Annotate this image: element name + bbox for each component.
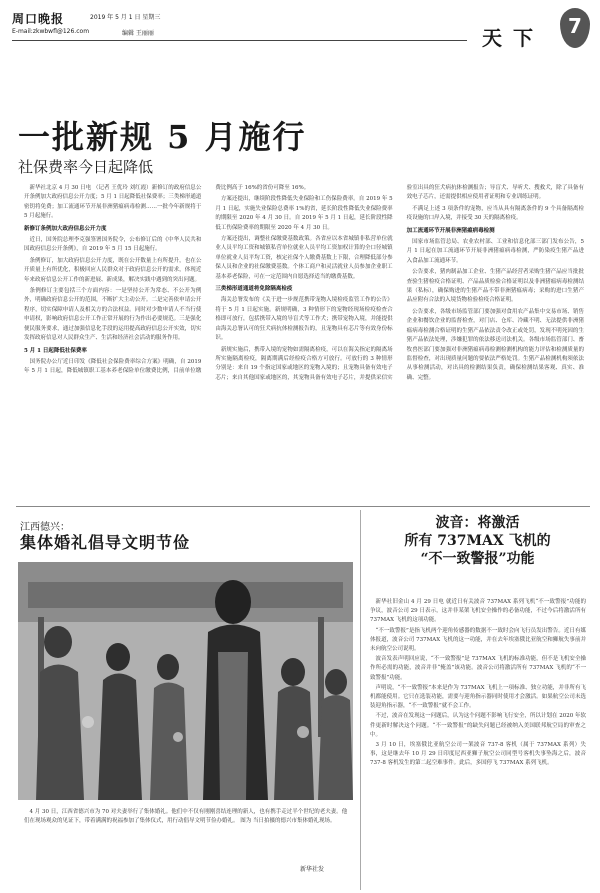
wedding-photo <box>18 562 353 800</box>
paragraph: 条例修订，加大政府信息公开力度，既在公开数量上有所提升，也在公开质量上有所优化，积极回应人民群众对于政府信息公开的需求，体现近年来政府信息公开工作的新进展、新成果，解决实践中遇到的突出问题。 <box>24 257 202 283</box>
paragraph: 波音发表声明回应说，“不一致警报”是 737MAX 飞机的标准功能，但不是飞机安全操作所必需的功能，波音并非“掩盖”该功能。波音公司将激活所有 737MAX 飞机的“不一致警报”功能。 <box>370 656 586 681</box>
paragraph: 公告要求，猪肉制品加工企业、生猪产品经营者采购生猪产品应当批批查验生猪检疫合格证明、产品品质检验合格证明以及非洲猪瘟病毒检测结果（私标），确保购进的生猪产品不带非洲猪瘟病毒；采购的进口生猪产品应附有合法的入境货物检验检疫合格证明。 <box>406 269 584 304</box>
headline: 一批新规 5 月施行 <box>18 118 307 156</box>
wedding-photo-illustration <box>18 562 353 800</box>
section-title: 天 下 <box>482 26 535 50</box>
right-title-line-3: “不一致警报”功能 <box>420 551 535 567</box>
paragraph: 不过，波音在发现这一问题后，认为这个问题不影响飞行安全，所以计划在 2020 年软件更新时解决这个问题。“不一致警报”的缺失问题已经被纳入美国联邦航空局的审查之中。 <box>370 713 586 738</box>
masthead-rule <box>12 40 467 41</box>
paragraph: 新规实施后，携带入境的宠物如需隔离检疫，可以在海关指定的隔离场所实施隔离检疫，隔离期满后经检疫合格方可放行。可放行的 3 种情形分别是：来自 19 个指定国家或地区的宠物入境的；且宠物具备有效电子芯片；来自其他国家或地区的，其宠物具备有效电子芯片，并提供采信实验室出具的狂犬病抗体检测报告；导盲犬、导听犬、搜救犬，除了具备有效电子芯片，还需提供相应使用者证明和专业训练证明。 <box>215 185 584 381</box>
subheadline: 社保费率今日起降低 <box>18 158 154 176</box>
paragraph: 方案还提出，继续阶段性降低失业保险和工伤保险费率。自 2019 年 5 月 1 日起，实施失业保险总费率 1%的省，延长阶段性降低失业保险费率的期限至 2020 年 4 月 30 日。自 2019 年 5 月 1 日起，延长阶段性降低工伤保险费率的期限至 2020 年 4 月 30 日。 <box>215 196 393 231</box>
paragraph: 3 月 10 日，埃塞俄比亚航空公司一架波音 737-8 客机（属于 737MAX 系列）失事，这是继去年 10 月 29 日印度尼西亚狮子航空公司同型号客机失事坠海之后，波音 737-8 客机发生的第二起空难事件。此后，多国停飞 737MAX 系列飞机。 <box>370 742 586 767</box>
paragraph: “不一致警报”是指飞机两个迎角传感器的数据不一致时会向飞行员发出警告。近日有媒体报道，波音公司 737MAX 飞机的这一功能，并在去年埃塞俄比亚航空和狮航失事前并未向航空公司说明。 <box>370 627 586 653</box>
email: E-mail:zkwbwfl@126.com <box>12 28 90 35</box>
paragraph: 声明说，“不一致警报”本来是作为 737MAX 飞机上一项标准、独立功能，并非所有飞机都能使用。它只在选装功能，需要与迎角指示器同时使用才会激活。如果航空公司未选装迎角指示器，“不一致警报”就不会工作。 <box>370 684 586 710</box>
page-number-badge: 7 <box>560 8 590 48</box>
paragraph: 公告要求，各级市场监管部门要加强对食用农产品集中交易市场、销售企业和餐饮企业的监督检查，对门店、仓库、冷藏不明、无法提供非洲猪瘟病毒检测合格证明的生猪产品依法责令改正或处罚，发现不明死因的生猪产品依法处理，涉嫌犯罪的依法移送司法机关。各级市场监管部门、畜牧兽医部门要加强对非洲猪瘟病毒检测检测机构的能力评估和检测质量的监督检查，对出现质量问题的要依法严格处罚。生猪产品检测机构须依法从事检测活动，对出具的检测结果负责，确保检测结果客观、真实、准确、完整。 <box>406 308 584 381</box>
left-story-title: 集体婚礼倡导文明节俭 <box>20 533 191 552</box>
paragraph: 不满足上述 3 项条件的宠物，应当从具有隔离条件的 9 个具备隔离检疫设施的口岸入境，并接受 30 天的隔离检疫。 <box>406 205 584 222</box>
horizontal-divider <box>16 506 590 507</box>
right-title-line-1: 波音：将激活 <box>435 515 520 531</box>
photo-caption: 4 月 30 日，江西省德兴市为 70 对夫妻举行了集体婚礼。他们中不仅有刚刚喜结连理的新人，也有携手走过半个世纪的老夫妻。他们在现场观众的见证下，带着满满的祝福参加了集体仪式，用行动倡导文明节俭办婚礼。 图为 当日拍摄的德兴市集体婚礼现场。 <box>24 809 348 824</box>
paragraph: 近日，国务院总理李克强签署国务院令，公布修订后的《中华人民共和国政府信息公开条例》，自 2019 年 5 月 15 日起施行。 <box>24 237 202 253</box>
paragraph: 国务院办公厅近日印发《降低社会保险费率综合方案》明确，自 2019 年 5 月 1 日起，降低城镇职工基本养老保险单位缴费比例，目前单位缴费比例高于 16%的省份可降至 16%。 <box>24 185 310 375</box>
paragraph: 新华社旧金山 4 月 29 日电 就近日有关波音 737MAX 系列飞机“不一致警报”功能的争议，波音公司 29 日表示，这并非某架飞机安全操作的必备功能，不过今后将激活所有 737MAX 飞机的这项功能。 <box>370 599 586 624</box>
issue-date: 2019 年 5 月 1 日 星期三 <box>90 14 161 21</box>
top-story-heading <box>18 112 586 174</box>
editor-credit: 编辑 王丽丽 <box>122 30 154 37</box>
right-story-title <box>370 514 585 568</box>
left-story-kicker: 江西德兴： <box>20 522 70 533</box>
right-story-body <box>370 598 586 770</box>
photo-credit: 新华社发 <box>300 866 325 873</box>
section-heading: 三类梯形道通道将免除隔离检疫 <box>215 286 293 293</box>
newspaper-logo: 周口晚报 <box>12 12 65 26</box>
section-heading: 5 月 1 日起降低社保费率 <box>24 347 87 354</box>
masthead <box>12 8 590 64</box>
section-heading: 新修订条例加大政府信息公开力度 <box>24 225 107 232</box>
section-heading: 加工流通环节开展非洲猪瘟病毒检测 <box>406 227 495 234</box>
right-title-line-2: 所有 737MAX 飞机的 <box>404 533 551 549</box>
lead-paragraph: 新华社北京 4 月 30 日电 （记者 王优玲 刘红霞）新修订的政府信息公开条例加大政府信息公开力度；5 月 1 日起降低社保费率；三类梯形通道密钥将免费；加工流通环节开展非洲猪瘟病毒检测……一批今年新规将于 5 月起施行。 <box>24 185 202 220</box>
vertical-divider <box>360 510 361 890</box>
paragraph: 海关总署发布的《关于进一步规范携带宠物入境检疫监管工作的公告》将于 5 月 1 日起实施。新规明确，3 种情形下的宠物经现场检疫检查合格即可放行，包括携带入境的导盲犬等工作犬；携带宠物入境，并能提供由海关总署认可的狂犬病抗体检测报告的，且宠物具有芯片等有效身份标识。 <box>215 297 393 342</box>
top-story-body <box>24 184 584 510</box>
paragraph: 国家市场监管总局、农业农村部、工业和信息化部三部门发布公告，5 月 1 日起在加工流通环节开展非洲猪瘟病毒检测，严防染疫生猪产品进入食品加工流通环节。 <box>406 239 584 264</box>
paragraph: 条例修订主要包括三个方面内容：一是坚持公开为常态、不公开为例外，明确政府信息公开的范围，不断扩大主动公开。二是完善依申请公开程序，切实保障申请人及相关方的合法权益。同时对少数申请人不当行使申请权，影响政府信息公开工作正常开展的行为作出必要规范。三是强化便民服务要求，通过加强信息化手段的运用提高政府信息公开实效，切实发挥政府信息对人民群众生产、生活和经济社会活动的服务作用。 <box>24 288 202 342</box>
paragraph: 方案还提出，调整社保缴费基数政策。各省应以本省城镇非私营单位就业人员平均工资和城镇私营单位就业人员平均工资加权计算的全口径城镇单位就业人员平均工资，核定社保个人缴费基数上下限，合理降低部分参保人员和企业的社保缴费基数。个体工商户和灵活就业人员参加企业职工基本养老保险，可在一定范围内自愿选择适当的缴费基数。 <box>215 236 393 280</box>
